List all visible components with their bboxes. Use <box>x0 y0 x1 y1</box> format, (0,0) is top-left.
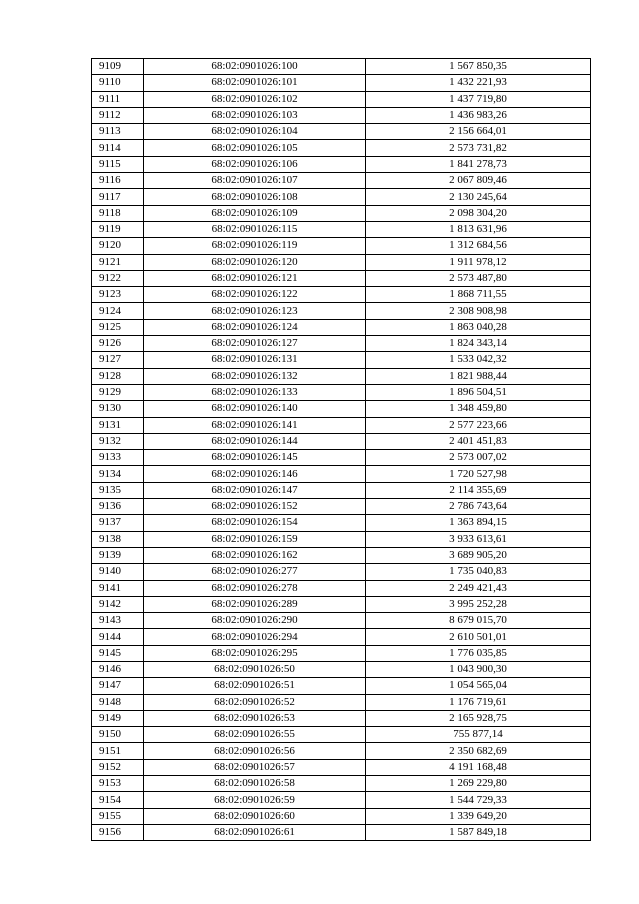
row-number-cell: 9155 <box>92 808 144 824</box>
cadastral-value-cell: 2 130 245,64 <box>366 189 591 205</box>
row-number-cell: 9148 <box>92 694 144 710</box>
row-number-cell: 9145 <box>92 645 144 661</box>
cadastral-number-cell: 68:02:0901026:52 <box>144 694 366 710</box>
table-row <box>92 613 591 629</box>
row-number-cell: 9117 <box>92 189 144 205</box>
cadastral-value-cell: 2 350 682,69 <box>366 743 591 759</box>
row-number-cell: 9109 <box>92 59 144 75</box>
cadastral-number-cell: 68:02:0901026:278 <box>144 580 366 596</box>
cadastral-number-cell: 68:02:0901026:132 <box>144 368 366 384</box>
table-row <box>92 384 591 400</box>
cadastral-value-cell: 1 339 649,20 <box>366 808 591 824</box>
cadastral-number-cell: 68:02:0901026:58 <box>144 776 366 792</box>
cadastral-value-cell: 1 911 978,12 <box>366 254 591 270</box>
cadastral-number-cell: 68:02:0901026:152 <box>144 499 366 515</box>
cadastral-number-cell: 68:02:0901026:133 <box>144 384 366 400</box>
table-row <box>92 743 591 759</box>
table-row <box>92 661 591 677</box>
row-number-cell: 9119 <box>92 221 144 237</box>
row-number-cell: 9115 <box>92 156 144 172</box>
row-number-cell: 9137 <box>92 515 144 531</box>
cadastral-value-cell: 2 067 809,46 <box>366 173 591 189</box>
cadastral-value-cell: 755 877,14 <box>366 727 591 743</box>
table-row <box>92 792 591 808</box>
table-row <box>92 368 591 384</box>
table-row <box>92 189 591 205</box>
cadastral-value-cell: 1 841 278,73 <box>366 156 591 172</box>
cadastral-value-cell: 1 567 850,35 <box>366 59 591 75</box>
cadastral-number-cell: 68:02:0901026:294 <box>144 629 366 645</box>
cadastral-number-cell: 68:02:0901026:60 <box>144 808 366 824</box>
cadastral-number-cell: 68:02:0901026:53 <box>144 710 366 726</box>
row-number-cell: 9122 <box>92 270 144 286</box>
cadastral-number-cell: 68:02:0901026:50 <box>144 661 366 677</box>
cadastral-value-cell: 2 165 928,75 <box>366 710 591 726</box>
row-number-cell: 9147 <box>92 678 144 694</box>
cadastral-number-cell: 68:02:0901026:147 <box>144 482 366 498</box>
row-number-cell: 9114 <box>92 140 144 156</box>
row-number-cell: 9153 <box>92 776 144 792</box>
row-number-cell: 9124 <box>92 303 144 319</box>
table-row <box>92 450 591 466</box>
table-row <box>92 596 591 612</box>
cadastral-number-cell: 68:02:0901026:154 <box>144 515 366 531</box>
cadastral-number-cell: 68:02:0901026:57 <box>144 759 366 775</box>
cadastral-value-cell: 1 813 631,96 <box>366 221 591 237</box>
row-number-cell: 9123 <box>92 287 144 303</box>
cadastral-number-cell: 68:02:0901026:131 <box>144 352 366 368</box>
row-number-cell: 9127 <box>92 352 144 368</box>
cadastral-value-cell: 1 544 729,33 <box>366 792 591 808</box>
table-row <box>92 254 591 270</box>
cadastral-number-cell: 68:02:0901026:140 <box>144 401 366 417</box>
cadastral-value-cell: 1 863 040,28 <box>366 319 591 335</box>
cadastral-number-cell: 68:02:0901026:103 <box>144 107 366 123</box>
cadastral-number-cell: 68:02:0901026:141 <box>144 417 366 433</box>
cadastral-number-cell: 68:02:0901026:55 <box>144 727 366 743</box>
row-number-cell: 9120 <box>92 238 144 254</box>
table-row <box>92 91 591 107</box>
table-row <box>92 417 591 433</box>
cadastral-value-cell: 1 312 684,56 <box>366 238 591 254</box>
cadastral-value-cell: 2 573 731,82 <box>366 140 591 156</box>
cadastral-number-cell: 68:02:0901026:127 <box>144 336 366 352</box>
cadastral-value-table <box>91 58 591 841</box>
cadastral-value-cell: 2 249 421,43 <box>366 580 591 596</box>
row-number-cell: 9134 <box>92 466 144 482</box>
cadastral-number-cell: 68:02:0901026:106 <box>144 156 366 172</box>
cadastral-value-cell: 1 437 719,80 <box>366 91 591 107</box>
row-number-cell: 9126 <box>92 336 144 352</box>
row-number-cell: 9118 <box>92 205 144 221</box>
table-row <box>92 694 591 710</box>
table-row <box>92 287 591 303</box>
table-row <box>92 173 591 189</box>
table-row <box>92 433 591 449</box>
row-number-cell: 9128 <box>92 368 144 384</box>
cadastral-number-cell: 68:02:0901026:162 <box>144 547 366 563</box>
row-number-cell: 9142 <box>92 596 144 612</box>
table-row <box>92 352 591 368</box>
cadastral-value-cell: 1 363 894,15 <box>366 515 591 531</box>
cadastral-value-cell: 2 573 007,02 <box>366 450 591 466</box>
table-row <box>92 124 591 140</box>
table-row <box>92 824 591 840</box>
row-number-cell: 9116 <box>92 173 144 189</box>
row-number-cell: 9144 <box>92 629 144 645</box>
row-number-cell: 9152 <box>92 759 144 775</box>
table-row <box>92 319 591 335</box>
cadastral-value-cell: 8 679 015,70 <box>366 613 591 629</box>
row-number-cell: 9151 <box>92 743 144 759</box>
table-row <box>92 727 591 743</box>
row-number-cell: 9156 <box>92 824 144 840</box>
row-number-cell: 9133 <box>92 450 144 466</box>
cadastral-number-cell: 68:02:0901026:104 <box>144 124 366 140</box>
cadastral-value-cell: 2 308 908,98 <box>366 303 591 319</box>
cadastral-number-cell: 68:02:0901026:290 <box>144 613 366 629</box>
cadastral-value-cell: 1 587 849,18 <box>366 824 591 840</box>
cadastral-value-cell: 2 577 223,66 <box>366 417 591 433</box>
cadastral-value-cell: 2 401 451,83 <box>366 433 591 449</box>
cadastral-number-cell: 68:02:0901026:122 <box>144 287 366 303</box>
cadastral-number-cell: 68:02:0901026:277 <box>144 564 366 580</box>
cadastral-value-cell: 3 689 905,20 <box>366 547 591 563</box>
cadastral-value-cell: 3 933 613,61 <box>366 531 591 547</box>
table-row <box>92 629 591 645</box>
cadastral-number-cell: 68:02:0901026:115 <box>144 221 366 237</box>
row-number-cell: 9113 <box>92 124 144 140</box>
cadastral-value-cell: 1 868 711,55 <box>366 287 591 303</box>
cadastral-value-cell: 1 720 527,98 <box>366 466 591 482</box>
table-row <box>92 710 591 726</box>
row-number-cell: 9125 <box>92 319 144 335</box>
cadastral-value-cell: 2 610 501,01 <box>366 629 591 645</box>
cadastral-number-cell: 68:02:0901026:289 <box>144 596 366 612</box>
cadastral-value-cell: 1 043 900,30 <box>366 661 591 677</box>
cadastral-number-cell: 68:02:0901026:123 <box>144 303 366 319</box>
row-number-cell: 9112 <box>92 107 144 123</box>
table-row <box>92 482 591 498</box>
cadastral-number-cell: 68:02:0901026:124 <box>144 319 366 335</box>
row-number-cell: 9149 <box>92 710 144 726</box>
table-row <box>92 336 591 352</box>
cadastral-number-cell: 68:02:0901026:101 <box>144 75 366 91</box>
cadastral-value-cell: 1 348 459,80 <box>366 401 591 417</box>
row-number-cell: 9154 <box>92 792 144 808</box>
cadastral-number-cell: 68:02:0901026:105 <box>144 140 366 156</box>
row-number-cell: 9121 <box>92 254 144 270</box>
table-row <box>92 238 591 254</box>
cadastral-number-cell: 68:02:0901026:100 <box>144 59 366 75</box>
table-row <box>92 107 591 123</box>
cadastral-number-cell: 68:02:0901026:119 <box>144 238 366 254</box>
table-row <box>92 75 591 91</box>
table-row <box>92 515 591 531</box>
cadastral-number-cell: 68:02:0901026:295 <box>144 645 366 661</box>
table-row <box>92 205 591 221</box>
row-number-cell: 9150 <box>92 727 144 743</box>
table-row <box>92 808 591 824</box>
cadastral-number-cell: 68:02:0901026:144 <box>144 433 366 449</box>
cadastral-number-cell: 68:02:0901026:109 <box>144 205 366 221</box>
cadastral-value-cell: 2 786 743,64 <box>366 499 591 515</box>
row-number-cell: 9140 <box>92 564 144 580</box>
row-number-cell: 9141 <box>92 580 144 596</box>
table-row <box>92 645 591 661</box>
cadastral-value-cell: 1 054 565,04 <box>366 678 591 694</box>
cadastral-value-cell: 1 533 042,32 <box>366 352 591 368</box>
cadastral-number-cell: 68:02:0901026:146 <box>144 466 366 482</box>
cadastral-value-cell: 1 269 229,80 <box>366 776 591 792</box>
row-number-cell: 9131 <box>92 417 144 433</box>
cadastral-value-cell: 1 436 983,26 <box>366 107 591 123</box>
cadastral-number-cell: 68:02:0901026:61 <box>144 824 366 840</box>
row-number-cell: 9139 <box>92 547 144 563</box>
row-number-cell: 9146 <box>92 661 144 677</box>
cadastral-value-cell: 2 156 664,01 <box>366 124 591 140</box>
table-row <box>92 499 591 515</box>
table-row <box>92 401 591 417</box>
cadastral-value-cell: 1 896 504,51 <box>366 384 591 400</box>
table-row <box>92 466 591 482</box>
table-row <box>92 59 591 75</box>
row-number-cell: 9110 <box>92 75 144 91</box>
table-row <box>92 759 591 775</box>
cadastral-value-cell: 1 821 988,44 <box>366 368 591 384</box>
table-row <box>92 564 591 580</box>
table-row <box>92 270 591 286</box>
cadastral-value-cell: 1 176 719,61 <box>366 694 591 710</box>
cadastral-value-cell: 2 098 304,20 <box>366 205 591 221</box>
row-number-cell: 9132 <box>92 433 144 449</box>
cadastral-value-cell: 2 573 487,80 <box>366 270 591 286</box>
row-number-cell: 9143 <box>92 613 144 629</box>
cadastral-number-cell: 68:02:0901026:107 <box>144 173 366 189</box>
table-row <box>92 303 591 319</box>
cadastral-value-cell: 3 995 252,28 <box>366 596 591 612</box>
table-row <box>92 156 591 172</box>
table-row <box>92 140 591 156</box>
cadastral-number-cell: 68:02:0901026:120 <box>144 254 366 270</box>
table-row <box>92 221 591 237</box>
row-number-cell: 9136 <box>92 499 144 515</box>
cadastral-number-cell: 68:02:0901026:159 <box>144 531 366 547</box>
cadastral-number-cell: 68:02:0901026:108 <box>144 189 366 205</box>
cadastral-number-cell: 68:02:0901026:102 <box>144 91 366 107</box>
table-row <box>92 547 591 563</box>
cadastral-value-cell: 4 191 168,48 <box>366 759 591 775</box>
cadastral-number-cell: 68:02:0901026:121 <box>144 270 366 286</box>
cadastral-value-cell: 2 114 355,69 <box>366 482 591 498</box>
cadastral-number-cell: 68:02:0901026:59 <box>144 792 366 808</box>
row-number-cell: 9138 <box>92 531 144 547</box>
cadastral-value-cell: 1 735 040,83 <box>366 564 591 580</box>
table-body <box>92 59 591 841</box>
cadastral-number-cell: 68:02:0901026:56 <box>144 743 366 759</box>
row-number-cell: 9135 <box>92 482 144 498</box>
table-row <box>92 580 591 596</box>
cadastral-value-cell: 1 776 035,85 <box>366 645 591 661</box>
table-row <box>92 531 591 547</box>
cadastral-value-cell: 1 824 343,14 <box>366 336 591 352</box>
cadastral-value-cell: 1 432 221,93 <box>366 75 591 91</box>
row-number-cell: 9111 <box>92 91 144 107</box>
row-number-cell: 9129 <box>92 384 144 400</box>
table-row <box>92 776 591 792</box>
row-number-cell: 9130 <box>92 401 144 417</box>
cadastral-number-cell: 68:02:0901026:145 <box>144 450 366 466</box>
table-row <box>92 678 591 694</box>
cadastral-number-cell: 68:02:0901026:51 <box>144 678 366 694</box>
